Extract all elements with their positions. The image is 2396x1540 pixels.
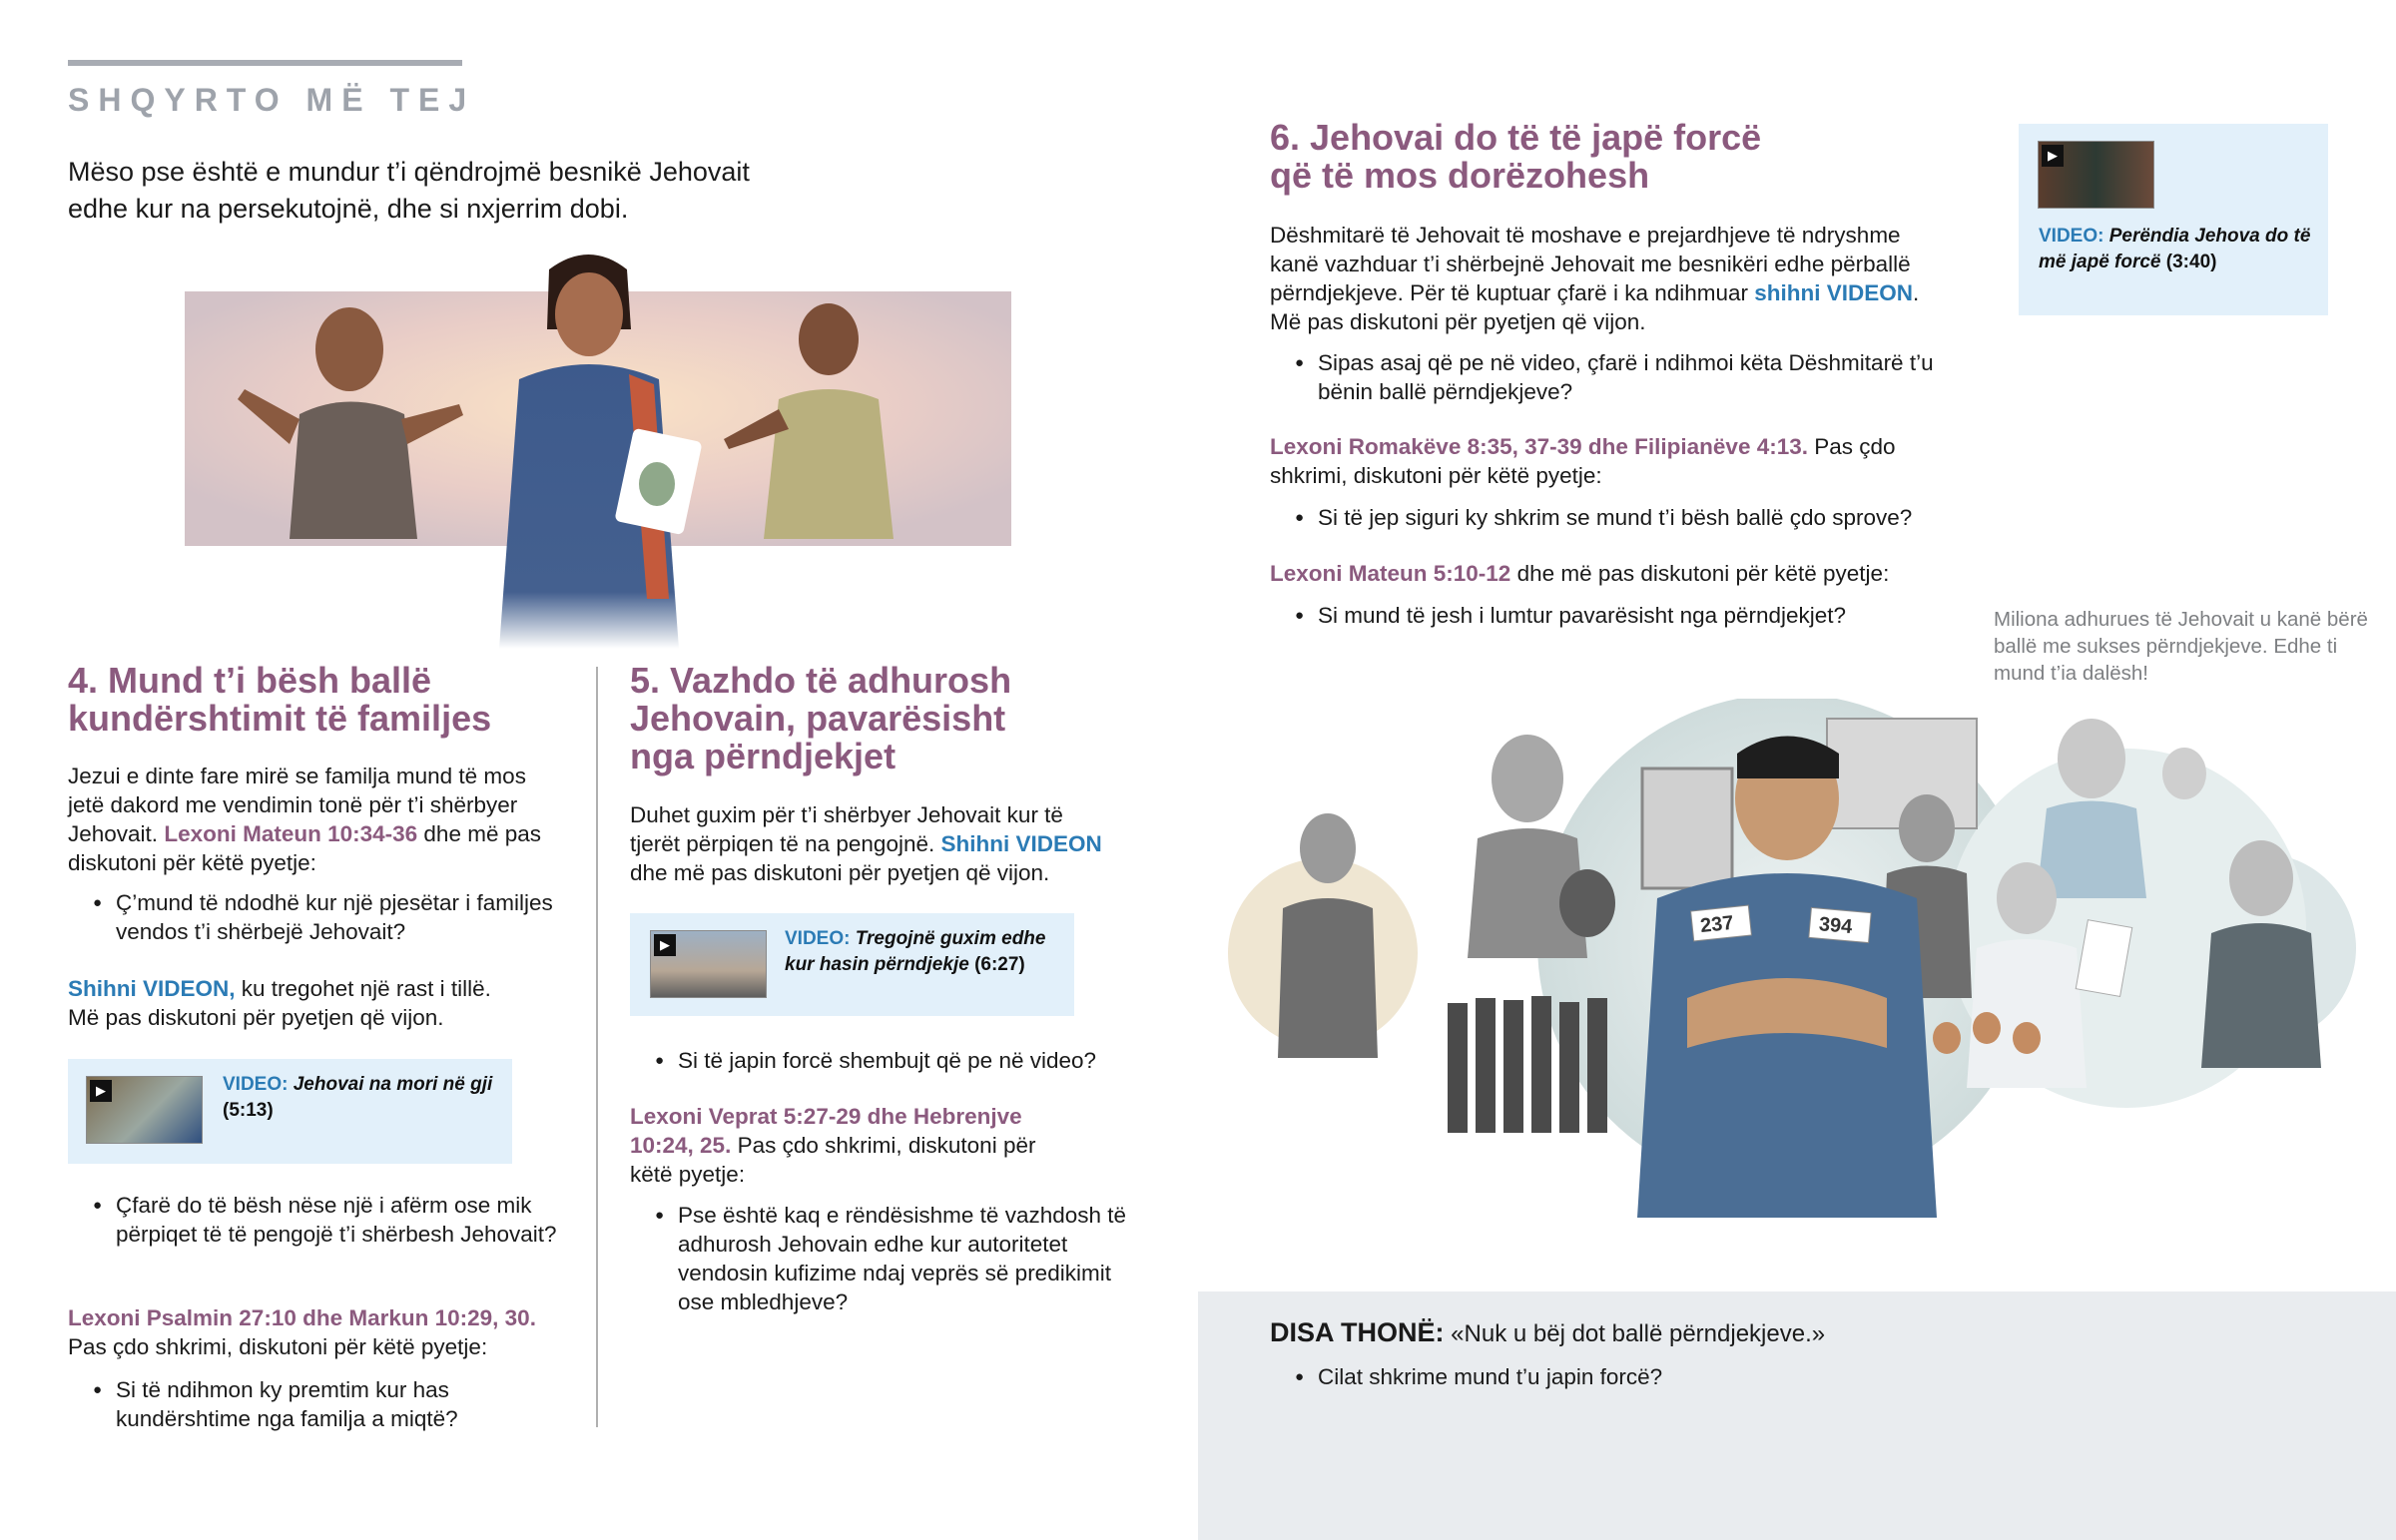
disa-thone-statement	[1270, 1317, 2268, 1349]
section-6-paragraph-1	[1270, 221, 1934, 336]
section-4-title-line-2: kundërshtimit të familjes	[68, 698, 492, 739]
section-5-p1-tail: dhe më pas diskutoni për pyetjen që vijon.	[630, 860, 1050, 885]
video-card-perendia-jehova[interactable]	[2019, 124, 2328, 315]
section-5-question-1	[630, 1046, 1149, 1075]
intro-text	[68, 154, 827, 228]
section-6-question-2	[1270, 503, 1969, 532]
badge-number-left: 237	[1699, 911, 1735, 938]
question-item: ● Çfarë do të bësh nëse një i afërm ose mik përpiqet të të pengojë t’i shërbesh Jehovait?	[68, 1191, 557, 1249]
badge-number-right: 394	[1818, 913, 1854, 939]
video-thumbnail[interactable]	[86, 1076, 203, 1144]
section-4-p2-text: ku tregohet një rast i tillë.	[241, 976, 491, 1001]
question-item: ● Pse është kaq e rëndësishme të vazhdosh të adhurosh Jehovain edhe kur autoritetet vendosin kufizime ndaj veprës së predikimit ose mbledhjeve?	[630, 1201, 1139, 1316]
play-icon[interactable]: ▶	[654, 934, 676, 956]
video-caption	[223, 1072, 502, 1124]
section-5-question-2	[630, 1201, 1139, 1316]
section-6-paragraph-2	[1270, 432, 1929, 490]
section-6-p1-tail: . Më pas diskutoni për pyetjen që vijon.	[1270, 280, 1920, 334]
watch-video-link[interactable]: shihni VIDEON	[1754, 280, 1914, 305]
illustration-caption: Miliona adhurues të Jehovait u kanë bërë ballë me sukses përndjekjeve. Edhe ti mund t’ia dalësh!	[1994, 608, 2368, 685]
section-5-title-line-1: 5. Vazhdo të adhurosh	[630, 660, 1012, 701]
video-caption	[785, 926, 1064, 978]
section-5-p1-text: Duhet guxim për t’i shërbyer Jehovait kur të tjerët përpiqen të na pengojnë.	[630, 802, 1063, 856]
question-item: ● Si të ndihmon ky premtim kur has kundërshtime nga familja a miqtë?	[68, 1375, 517, 1433]
section-4-p3-tail: Pas çdo shkrimi, diskutoni për këtë pyetje:	[68, 1334, 488, 1359]
section-5-title	[630, 662, 1149, 775]
section-4-p1-text: Jezui e dinte fare mirë se familja mund të mos jetë dakord me vendimin tonë për t’i shërbyer Jehovait.	[68, 764, 526, 846]
section-6-p3-tail: dhe më pas diskutoni për këtë pyetje:	[1516, 561, 1890, 586]
scripture-ref-psalmin-27[interactable]: Lexoni Psalmin 27:10 dhe Markun 10:29, 30.	[68, 1305, 536, 1330]
section-4-paragraph-2	[68, 974, 587, 1032]
section-4-title-line-1: 4. Mund t’i bësh ballë	[68, 660, 432, 701]
disa-thone-question	[1270, 1362, 1969, 1391]
section-6-title-line-1: 6. Jehovai do të të japë forcë	[1270, 117, 1762, 158]
question-item: ● Si të japin forcë shembujt që pe në video?	[630, 1046, 1149, 1075]
scripture-ref-mateun-5[interactable]: Lexoni Mateun 5:10-12	[1270, 561, 1511, 586]
disa-thone-quote: «Nuk u bëj dot ballë përndjekjeve.»	[1451, 1320, 1826, 1347]
section-6-paragraph-3	[1270, 559, 1969, 588]
video-duration: (3:40)	[2165, 252, 2217, 272]
section-6-question-1	[1270, 348, 1949, 406]
kicker-title: SHQYRTO MË TEJ	[68, 82, 476, 118]
video-duration: (5:13)	[223, 1100, 274, 1121]
section-4-question-1	[68, 888, 557, 946]
section-6-title	[1270, 119, 1909, 195]
video-label: VIDEO:	[2039, 226, 2104, 247]
question-item: ● Si të jep siguri ky shkrim se mund t’i bësh ballë çdo sprove?	[1270, 503, 1969, 532]
section-4-p1-tail: dhe më pas diskutoni për këtë pyetje:	[68, 821, 541, 875]
play-icon[interactable]: ▶	[2042, 145, 2064, 167]
section-6-p2-tail: Pas çdo shkrimi, diskutoni për këtë pyetje:	[1270, 434, 1896, 488]
question-item: ● Cilat shkrime mund t’u japin forcë?	[1270, 1362, 1969, 1391]
section-4-title	[68, 662, 587, 738]
video-thumbnail[interactable]	[2038, 141, 2154, 209]
section-4-paragraph-1	[68, 762, 567, 877]
section-5-paragraph-1	[630, 800, 1119, 887]
family-opposition-illustration	[150, 240, 1028, 649]
play-icon[interactable]: ▶	[90, 1080, 112, 1102]
video-label: VIDEO:	[223, 1074, 289, 1095]
section-6-question-3	[1270, 601, 1969, 630]
kicker-rule	[68, 60, 462, 66]
section-6-title-line-2: që të mos dorëzohesh	[1270, 155, 1650, 196]
question-item: ● Sipas asaj që pe në video, çfarë i ndihmoi këta Dëshmitarë t’u bënin ballë përndjekjeve?	[1270, 348, 1949, 406]
intro-line-2: edhe kur na persekutojnë, dhe si nxjerrim dobi.	[68, 194, 629, 224]
video-label: VIDEO:	[785, 928, 851, 949]
section-4-paragraph-3	[68, 1303, 587, 1361]
scripture-ref-veprat-5[interactable]: Lexoni Veprat 5:27-29 dhe Hebrenjve 10:24, 25.	[630, 1104, 1022, 1158]
video-duration: (6:27)	[974, 954, 1025, 975]
scripture-ref-romakeve-8[interactable]: Lexoni Romakëve 8:35, 37-39 dhe Filipianëve 4:13.	[1270, 434, 1808, 459]
watch-video-link[interactable]: Shihni VIDEON,	[68, 976, 236, 1001]
section-4-p2-tail: Më pas diskutoni për pyetjen që vijon.	[68, 1005, 444, 1030]
section-5-p2-tail: Pas çdo shkrimi, diskutoni për këtë pyetje:	[630, 1133, 1036, 1187]
watch-video-link[interactable]: Shihni VIDEON	[940, 831, 1102, 856]
section-5-paragraph-2	[630, 1102, 1039, 1189]
question-item: ● Ç’mund të ndodhë kur një pjesëtar i familjes vendos t’i shërbejë Jehovait?	[68, 888, 557, 946]
section-5-title-line-3: nga përndjekjet	[630, 736, 897, 776]
video-thumbnail[interactable]	[650, 930, 767, 998]
section-4-question-3	[68, 1375, 517, 1433]
question-item: ● Si mund të jesh i lumtur pavarësisht nga përndjekjet?	[1270, 601, 1969, 630]
faithful-witnesses-illustration	[1228, 699, 2356, 1218]
video-card-tregojne-guxim[interactable]	[630, 913, 1074, 1016]
scripture-ref-mateun-10[interactable]: Lexoni Mateun 10:34-36	[164, 821, 418, 846]
video-card-jehovai-na-mori[interactable]	[68, 1059, 512, 1164]
section-4-question-2	[68, 1191, 557, 1249]
section-6-p1-text: Dëshmitarë të Jehovait të moshave e prejardhjeve të ndryshme kanë vazhduar t’i shërbejnë Jehovait me besnikëri edhe përballë përndjekjeve. Për të kuptuar çfarë i ka ndihmuar	[1270, 223, 1911, 305]
column-divider	[596, 667, 598, 1427]
video-caption	[2039, 224, 2318, 275]
video-title[interactable]: Tregojnë guxim edhe kur hasin përndjekje	[785, 928, 1046, 975]
video-title[interactable]: Jehovai na mori në gji	[293, 1074, 493, 1095]
disa-thone-label: DISA THONË:	[1270, 1317, 1445, 1347]
video-title[interactable]: Perëndia Jehova do të më japë forcë	[2039, 226, 2311, 272]
intro-line-1: Mëso pse është e mundur t’i qëndrojmë besnikë Jehovait	[68, 157, 750, 187]
section-5-title-line-2: Jehovain, pavarësisht	[630, 698, 1006, 739]
